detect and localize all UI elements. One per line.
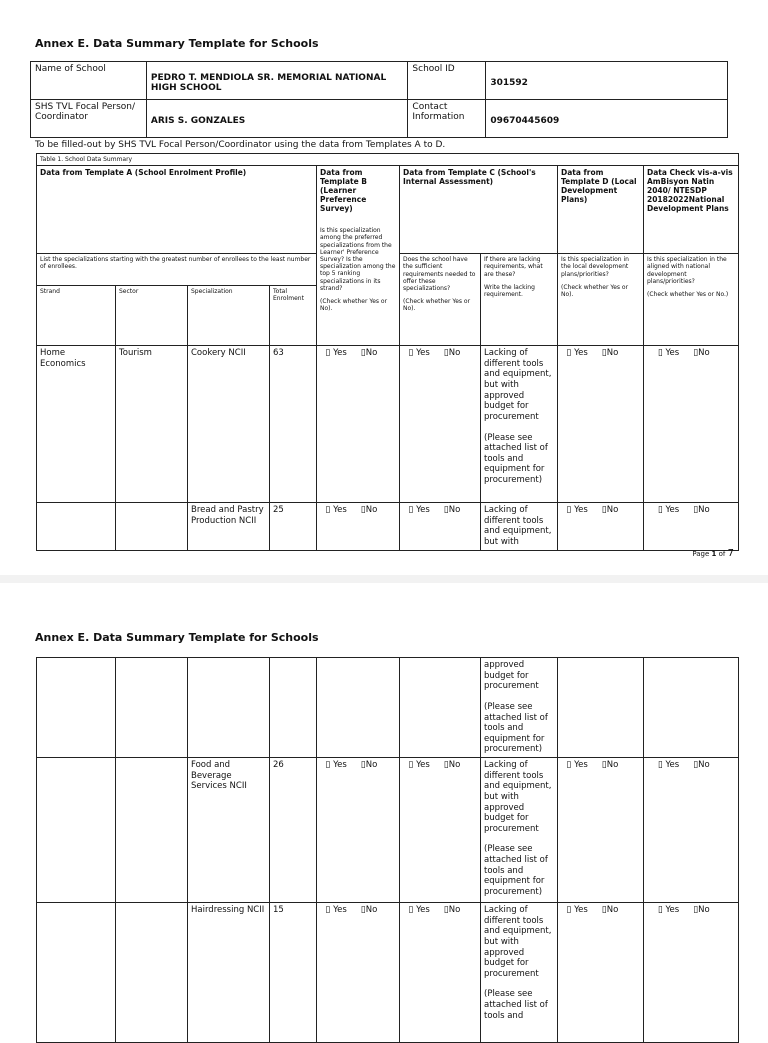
yes-label: Yes [665, 348, 680, 359]
header-template-c: Data from Template C (School's Internal Assessment) [400, 166, 558, 254]
specialization-cell: Cookery NCII [188, 346, 270, 503]
yes-checkbox[interactable]: ▯ [566, 505, 572, 516]
template-a-note: List the specializations starting with the greatest number of enrollees to the least number of enrollees. [37, 254, 317, 286]
lacking-requirement-text: approved budget for procurement [484, 660, 539, 692]
yes-label: Yes [574, 505, 588, 516]
template-c-question-cell [400, 254, 481, 346]
data-check-checkbox-group [644, 346, 739, 503]
template-b-check-note: (Check whether Yes or No). [320, 297, 388, 313]
no-checkbox[interactable]: ▯ [601, 905, 607, 915]
header-template-b: Data from Template B (Learner Preference Survey) [320, 168, 368, 214]
yes-checkbox[interactable]: ▯ [408, 760, 414, 770]
contact-label: Contact Information [408, 100, 486, 138]
contact-value: 09670445609 [486, 100, 728, 138]
specialization-cell: Bread and Pastry Production NCII [188, 503, 270, 551]
no-label: No [365, 505, 378, 516]
data-check-check-note: (Check whether Yes or No.) [647, 290, 729, 298]
no-label: No [365, 760, 378, 770]
data-check-question: Is this specialization in the aligned with national development plans/priorities? [647, 256, 727, 285]
yes-checkbox[interactable]: ▯ [566, 760, 572, 770]
yes-checkbox[interactable]: ▯ [657, 505, 663, 516]
column-specialization: Specialization [188, 286, 270, 346]
specialization-cell: Food and Beverage Services NCII [188, 758, 270, 903]
table-row [37, 503, 739, 551]
no-checkbox[interactable]: ▯ [601, 505, 607, 516]
lacking-requirements-cell [481, 903, 558, 1043]
lacking-requirement-note: (Please see attached list of tools and equipment for procurement) [484, 844, 548, 897]
yes-checkbox[interactable]: ▯ [657, 760, 663, 770]
yes-label: Yes [416, 505, 430, 516]
strand-cell [37, 658, 116, 758]
strand-cell [37, 503, 116, 551]
yes-label: Yes [333, 905, 347, 915]
lacking-requirements-cell [481, 346, 558, 503]
template-c-checkbox-group [400, 346, 481, 503]
no-checkbox[interactable]: ▯ [360, 505, 366, 516]
data-check-checkbox-group [644, 903, 739, 1043]
column-strand: Strand [37, 286, 116, 346]
yes-label: Yes [665, 760, 680, 770]
lacking-requirement-note: (Please see attached list of tools and equipment for procurement) [484, 701, 548, 755]
annex-title: Annex E. Data Summary Template for Schools [35, 631, 319, 644]
template-d-checkbox-group [558, 903, 644, 1043]
lacking-requirements-question: If there are lacking requirements, what are these? [484, 256, 543, 278]
no-label: No [606, 348, 619, 359]
template-c-checkbox-group [400, 758, 481, 903]
no-label: No [365, 348, 378, 359]
template-d-question: Is this specialization in the local development plans/priorities? [561, 256, 629, 278]
yes-label: Yes [333, 348, 347, 359]
template-d-check-note: (Check whether Yes or No). [561, 283, 629, 298]
yes-label: Yes [333, 760, 347, 770]
no-checkbox[interactable]: ▯ [601, 760, 607, 770]
no-label: No [448, 760, 461, 770]
yes-label: Yes [574, 760, 588, 770]
yes-checkbox[interactable]: ▯ [408, 348, 414, 359]
school-name-label: Name of School [31, 62, 147, 100]
yes-label: Yes [416, 348, 430, 359]
no-label: No [698, 348, 710, 359]
data-check-cell [644, 658, 739, 758]
total-enrolment-cell: 63 [270, 346, 317, 503]
strand-cell [37, 758, 116, 903]
yes-checkbox[interactable]: ▯ [325, 760, 331, 770]
template-b-checkbox-group [317, 503, 400, 551]
specialization-cell [188, 658, 270, 758]
specialization-cell: Hairdressing NCII [188, 903, 270, 1043]
no-label: No [606, 505, 619, 516]
no-checkbox[interactable]: ▯ [443, 348, 449, 359]
lacking-requirements-instruction: Write the lacking requirement. [484, 283, 535, 298]
template-c-checkbox-group [400, 903, 481, 1043]
no-label: No [448, 505, 461, 516]
document-page-2 [0, 583, 768, 1024]
no-checkbox[interactable]: ▯ [601, 348, 607, 359]
column-sector: Sector [116, 286, 188, 346]
no-label: No [606, 905, 619, 915]
yes-checkbox[interactable]: ▯ [408, 505, 414, 516]
yes-checkbox[interactable]: ▯ [325, 348, 331, 359]
page-number [692, 548, 734, 559]
page-label: Page [692, 550, 710, 558]
lacking-requirement-text: Lacking of different tools and equipment, but with [484, 505, 552, 548]
template-b-cell [317, 658, 400, 758]
yes-checkbox[interactable]: ▯ [408, 905, 414, 915]
template-c-checkbox-group [400, 503, 481, 551]
no-label: No [448, 905, 461, 915]
no-checkbox[interactable]: ▯ [693, 760, 699, 770]
no-label: No [365, 905, 378, 915]
lacking-requirement-note: (Please see attached list of tools and equipment for procurement) [484, 432, 548, 486]
yes-checkbox[interactable]: ▯ [325, 505, 331, 516]
yes-label: Yes [665, 905, 680, 915]
focal-person-label: SHS TVL Focal Person/ Coordinator [31, 100, 147, 138]
template-d-checkbox-group [558, 346, 644, 503]
sector-cell: Tourism [116, 346, 188, 503]
yes-label: Yes [574, 348, 588, 359]
focal-person-value: ARIS S. GONZALES [146, 100, 408, 138]
no-checkbox[interactable]: ▯ [693, 905, 699, 915]
lacking-requirements-cell [481, 658, 558, 758]
school-data-summary-table-continued [36, 657, 739, 1043]
school-id-label: School ID [408, 62, 486, 100]
strand-cell: Home Economics [37, 346, 116, 503]
table-row [37, 903, 739, 1043]
no-checkbox[interactable]: ▯ [443, 505, 449, 516]
template-c-question: Does the school have the sufficient requirements needed to offer these specializations? [403, 256, 476, 292]
no-label: No [698, 760, 710, 770]
page-separator [0, 575, 768, 583]
template-d-checkbox-group [558, 503, 644, 551]
lacking-requirement-text: Lacking of different tools and equipment, but with approved budget for procurement [484, 760, 552, 834]
instruction-text: To be filled-out by SHS TVL Focal Person/Coordinator using the data from Templates A to D. [35, 140, 446, 150]
no-checkbox[interactable]: ▯ [360, 348, 366, 359]
yes-label: Yes [416, 760, 430, 770]
no-checkbox[interactable]: ▯ [443, 905, 449, 915]
sector-cell [116, 903, 188, 1043]
no-checkbox[interactable]: ▯ [360, 905, 366, 915]
no-label: No [448, 348, 461, 359]
sector-cell [116, 658, 188, 758]
no-checkbox[interactable]: ▯ [360, 760, 366, 770]
table-row [37, 658, 739, 758]
page-total: 7 [727, 548, 734, 559]
template-d-checkbox-group [558, 758, 644, 903]
table-row [37, 346, 739, 503]
sector-cell [116, 758, 188, 903]
strand-cell [37, 903, 116, 1043]
school-name-value: PEDRO T. MENDIOLA SR. MEMORIAL NATIONAL HIGH SCHOOL [146, 62, 408, 100]
header-template-a: Data from Template A (School Enrolment Profile) [37, 166, 317, 254]
template-d-cell [558, 658, 644, 758]
no-checkbox[interactable]: ▯ [693, 348, 699, 359]
lacking-requirement-text: Lacking of different tools and equipment, but with approved budget for procurement [484, 905, 552, 979]
total-enrolment-cell: 15 [270, 903, 317, 1043]
no-label: No [698, 505, 710, 516]
school-id-value: 301592 [486, 62, 728, 100]
header-template-b-cell [317, 166, 400, 346]
page-of: of [718, 550, 726, 558]
data-check-checkbox-group [644, 758, 739, 903]
yes-label: Yes [665, 505, 680, 516]
page-current: 1 [711, 550, 717, 558]
yes-label: Yes [416, 905, 430, 915]
lacking-requirements-cell [481, 758, 558, 903]
template-b-checkbox-group [317, 758, 400, 903]
table-row [37, 758, 739, 903]
column-total-enrolment: Total Enrolment [270, 286, 317, 346]
lacking-requirements-question-cell [481, 254, 558, 346]
table-caption: Table 1. School Data Summary [37, 154, 739, 166]
yes-checkbox[interactable]: ▯ [325, 905, 331, 915]
data-check-checkbox-group [644, 503, 739, 551]
header-data-check: Data Check vis-a-vis AmBisyon Natin 2040/ NTESDP 20182022National Development Plans [644, 166, 739, 254]
lacking-requirement-text: Lacking of different tools and equipment, but with approved budget for procurement [484, 348, 552, 422]
template-c-check-note: (Check whether Yes or No). [403, 298, 471, 313]
no-checkbox[interactable]: ▯ [693, 505, 699, 516]
template-d-question-cell [558, 254, 644, 346]
yes-checkbox[interactable]: ▯ [566, 905, 572, 915]
yes-checkbox[interactable]: ▯ [566, 348, 572, 359]
total-enrolment-cell: 26 [270, 758, 317, 903]
yes-checkbox[interactable]: ▯ [657, 348, 663, 359]
data-check-question-cell [644, 254, 739, 346]
school-data-summary-table [36, 153, 739, 551]
lacking-requirements-cell [481, 503, 558, 551]
total-enrolment-cell [270, 658, 317, 758]
total-enrolment-cell: 25 [270, 503, 317, 551]
template-b-checkbox-group [317, 903, 400, 1043]
yes-checkbox[interactable]: ▯ [657, 905, 663, 915]
annex-title: Annex E. Data Summary Template for Schools [35, 37, 319, 50]
school-info-table [30, 61, 728, 138]
template-c-cell [400, 658, 481, 758]
yes-label: Yes [333, 505, 347, 516]
no-checkbox[interactable]: ▯ [443, 760, 449, 770]
template-b-checkbox-group [317, 346, 400, 503]
no-label: No [606, 760, 619, 770]
header-template-d: Data from Template D (Local Development Plans) [558, 166, 644, 254]
sector-cell [116, 503, 188, 551]
no-label: No [698, 905, 710, 915]
yes-label: Yes [574, 905, 588, 915]
lacking-requirement-note: (Please see attached list of tools and [484, 989, 548, 1021]
template-b-question: Is this specialization among the preferred specializations from the Learner' Preference Survey? Is the specialization among the top 5 ranking specializations in its strand? [320, 227, 396, 292]
